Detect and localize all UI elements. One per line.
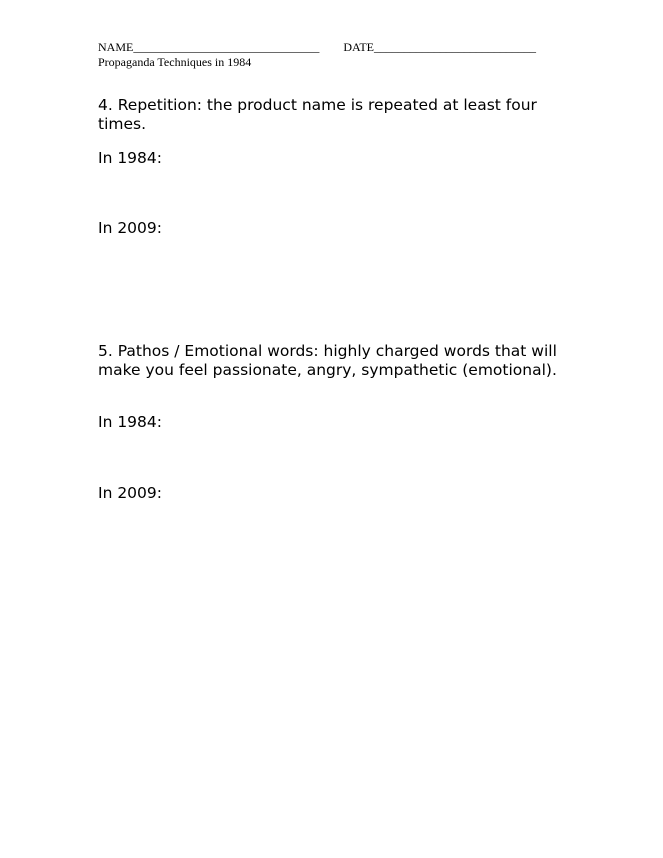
question-5-prompt: 5. Pathos / Emotional words: highly charged words that will make you feel passionate, angry, sympathetic (emotional).	[98, 342, 557, 379]
question-4-answer-2009-label: In 2009:	[98, 219, 162, 237]
question-4-prompt: 4. Repetition: the product name is repeated at least four times.	[98, 96, 537, 133]
worksheet-subtitle: Propaganda Techniques in 1984	[98, 55, 252, 69]
question-5-answer-1984-label: In 1984:	[98, 413, 162, 431]
name-field-label: NAME_______________________________	[98, 40, 320, 54]
question-4-answer-1984-label: In 1984:	[98, 149, 162, 167]
header-row	[98, 40, 536, 54]
date-field-label: DATE___________________________	[343, 40, 537, 54]
question-5-answer-2009-label: In 2009:	[98, 484, 162, 502]
